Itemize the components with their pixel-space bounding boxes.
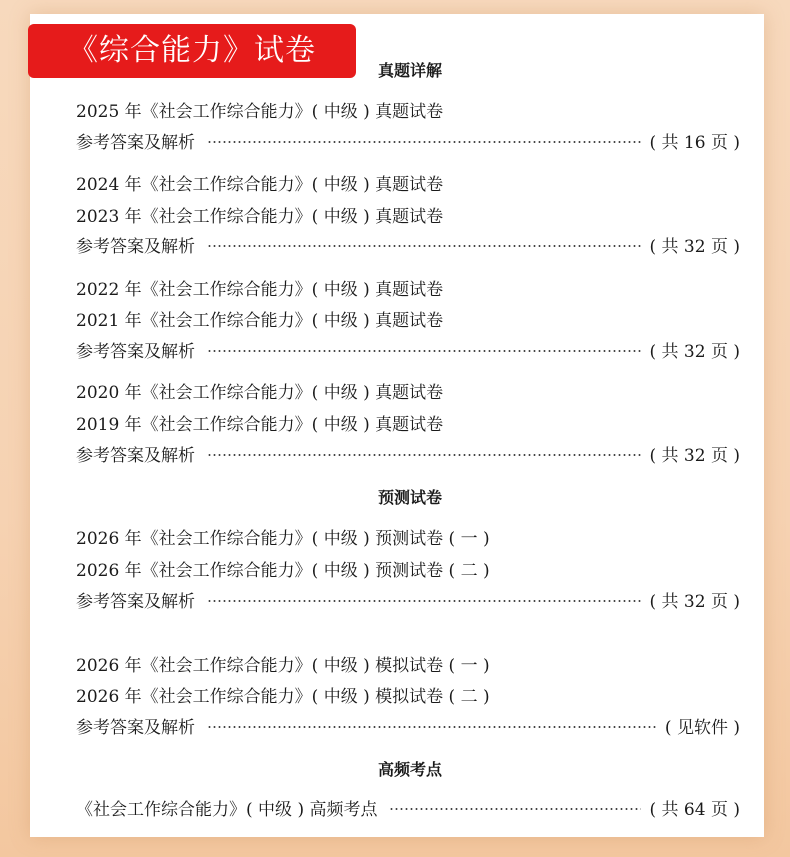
- page-count: ( 共 32 页 ): [649, 236, 740, 257]
- section-heading-high-frequency: 高频考点: [377, 760, 442, 779]
- answer-label: 参考答案及解析: [76, 341, 195, 362]
- toc-line: 2021 年《社会工作综合能力》( 中级 ) 真题试卷: [76, 311, 444, 331]
- answer-label: 参考答案及解析: [76, 591, 195, 612]
- toc-line: 2024 年《社会工作综合能力》( 中级 ) 真题试卷: [76, 175, 444, 195]
- dot-leader: [207, 245, 641, 247]
- dot-leader: [207, 726, 657, 728]
- dot-leader: [207, 350, 641, 352]
- dot-leader: [207, 600, 641, 602]
- toc-answer-row: [76, 441, 740, 465]
- section-heading-real-exams: 真题详解: [377, 61, 442, 80]
- toc-line: 2022 年《社会工作综合能力》( 中级 ) 真题试卷: [76, 280, 444, 300]
- toc-line: 2026 年《社会工作综合能力》( 中级 ) 模拟试卷 ( 二 ): [76, 687, 490, 707]
- toc-line: 2019 年《社会工作综合能力》( 中级 ) 真题试卷: [76, 415, 444, 435]
- toc-line: 2026 年《社会工作综合能力》( 中级 ) 模拟试卷 ( 一 ): [76, 656, 490, 676]
- toc-answer-row: [76, 337, 740, 361]
- toc-answer-row: [76, 587, 740, 611]
- page-count: ( 见软件 ): [664, 717, 740, 738]
- toc-line: 2025 年《社会工作综合能力》( 中级 ) 真题试卷: [76, 102, 444, 122]
- toc-answer-row: [76, 713, 740, 737]
- page-count: ( 共 32 页 ): [649, 341, 740, 362]
- page-count: ( 共 64 页 ): [649, 799, 740, 820]
- dot-leader: [389, 808, 641, 810]
- page-count: ( 共 16 页 ): [649, 132, 740, 153]
- answer-label: 参考答案及解析: [76, 236, 195, 257]
- toc-line: 2020 年《社会工作综合能力》( 中级 ) 真题试卷: [76, 383, 444, 403]
- page-count: ( 共 32 页 ): [649, 591, 740, 612]
- dot-leader: [207, 141, 641, 143]
- answer-label: 《社会工作综合能力》( 中级 ) 高频考点: [76, 799, 378, 820]
- answer-label: 参考答案及解析: [76, 717, 195, 738]
- toc-answer-row: [76, 232, 740, 256]
- title-badge: 《综合能力》试卷: [28, 24, 356, 78]
- dot-leader: [207, 454, 641, 456]
- answer-label: 参考答案及解析: [76, 132, 195, 153]
- toc-answer-row: [76, 128, 740, 152]
- toc-answer-row: [76, 795, 740, 819]
- toc-line: 2026 年《社会工作综合能力》( 中级 ) 预测试卷 ( 二 ): [76, 561, 490, 581]
- section-heading-forecast: 预测试卷: [377, 488, 442, 507]
- toc-line: 2026 年《社会工作综合能力》( 中级 ) 预测试卷 ( 一 ): [76, 529, 490, 549]
- answer-label: 参考答案及解析: [76, 445, 195, 466]
- page-count: ( 共 32 页 ): [649, 445, 740, 466]
- toc-line: 2023 年《社会工作综合能力》( 中级 ) 真题试卷: [76, 207, 444, 227]
